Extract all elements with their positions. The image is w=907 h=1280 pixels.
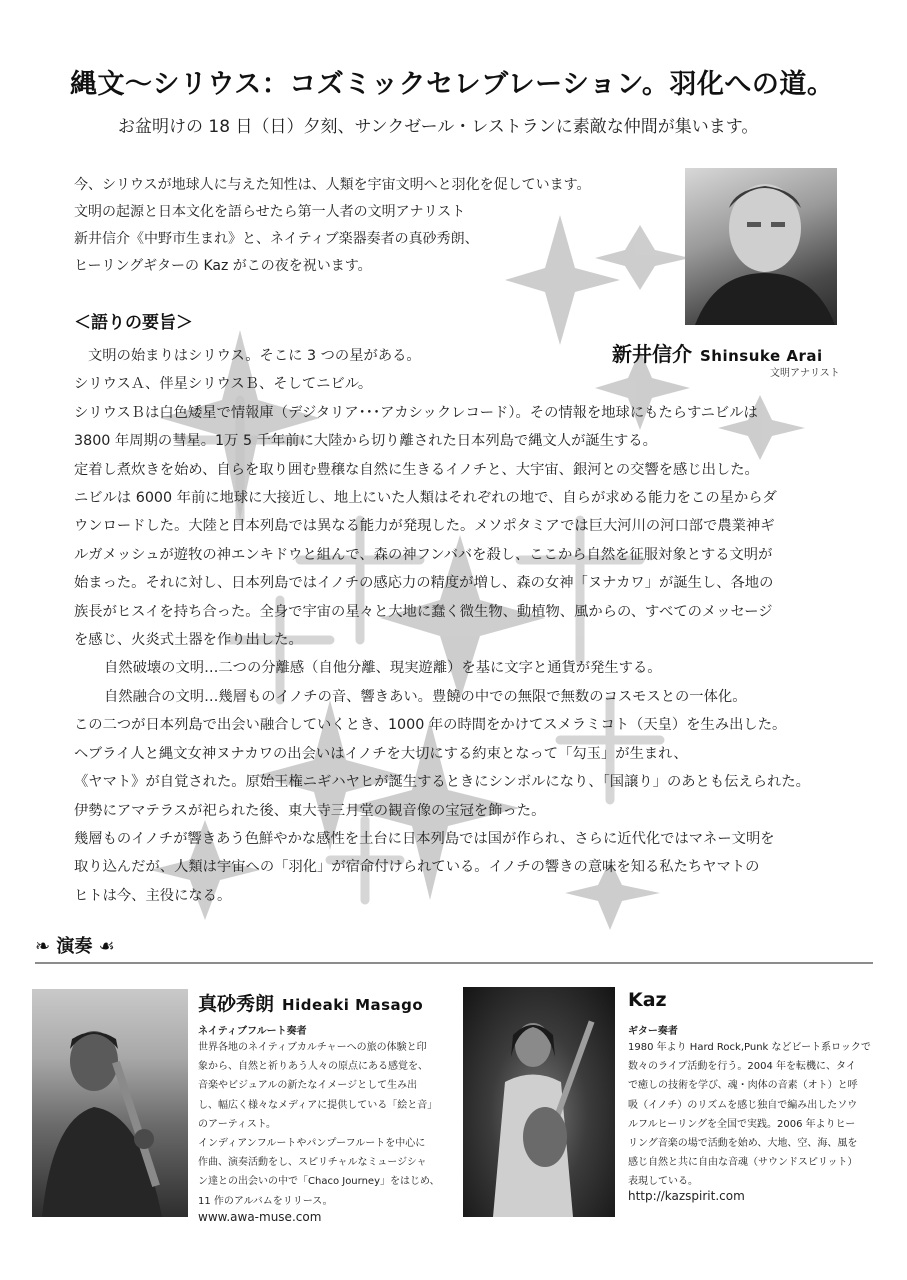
kaz-bio <box>628 1038 878 1192</box>
masago-name-label <box>198 989 423 1016</box>
body-line: ヒトは今、主役になる。 <box>74 887 232 904</box>
masago-bio <box>198 1038 448 1211</box>
body-line: 伊勢にアマテラスが祀られた後、東大寺三月堂の観音像の宝冠を飾った。 <box>74 802 546 819</box>
bio-line: 11 作のアルバムをリリース。 <box>198 1195 333 1207</box>
bio-line: 吸（イノチ）のリズムを感じ独自で編み出したソウ <box>628 1099 858 1111</box>
masago-website-link[interactable]: www.awa-muse.com <box>198 1210 322 1224</box>
kaz-photo <box>463 987 615 1217</box>
arai-portrait-photo <box>685 168 837 325</box>
performance-heading: ❧ 演奏 ☙ <box>35 936 115 957</box>
masago-silhouette <box>32 989 188 1217</box>
body-line: 自然破壊の文明…二つの分離感（自他分離、現実遊離）を基に文字と通貨が発生する。 <box>104 660 662 677</box>
body-line: を感じ、火炎式土器を作り出した。 <box>74 632 303 649</box>
body-line: 文明の始まりはシリウス。そこに 3 つの星がある。 <box>88 348 421 364</box>
intro-line: 文明の起源と日本文化を語らせたら第一人者の文明アナリスト <box>74 204 466 220</box>
body-line: 始まった。それに対し、日本列島ではイノチの感応力の精度が増し、森の女神「ヌナカワ」が誕生し、各地の <box>74 575 774 592</box>
section-heading: ＜語りの要旨＞ <box>74 313 193 333</box>
body-line: 取り込んだが、人類は宇宙への「羽化」が宿命付けられている。イノチの響きの意味を知る私たちヤマトの <box>74 859 760 876</box>
bio-line: リング音楽の場で活動を始め、大地、空、海、風を <box>628 1138 858 1150</box>
masago-photo <box>32 989 188 1217</box>
masago-name-en: Hideaki Masago <box>282 996 424 1014</box>
bio-line: ルフルヒーリングを全国で実践。2006 年よりヒー <box>628 1118 856 1130</box>
bio-line: 感じ自然と共に自由な音魂（サウンドスピリット） <box>628 1157 858 1169</box>
intro-line: ヒーリングギターの Kaz がこの夜を祝います。 <box>74 258 372 274</box>
body-line: 定着し煮炊きを始め、自らを取り囲む豊穣な自然に生きるイノチと、大宇宙、銀河との交響を感じ出した。 <box>74 461 759 478</box>
body-line: 《ヤマト》が自覚された。原始王権ニギハヤヒが誕生するときにシンボルになり、「国譲り」のあとも伝えられた。 <box>74 774 810 791</box>
bio-line: 数々のライブ活動を行う。2004 年を転機に、タイ <box>628 1061 856 1073</box>
body-line: シリウスＢは白色矮星で情報庫（デジタリア･･･アカシックレコード）。その情報を地球にもたらすニビルは <box>74 404 758 421</box>
bio-line: 1980 年より Hard Rock,Punk などビート系ロックで <box>628 1042 871 1053</box>
bio-line: 表現している。 <box>628 1176 698 1188</box>
arai-role: 文明アナリスト <box>770 368 840 379</box>
body-line: シリウスＡ、伴星シリウスＢ、そしてニビル。 <box>74 376 373 393</box>
body-line: 自然融合の文明…幾層ものイノチの音、響きあい。豊饒の中での無限で無数のコスモスとの一体化。 <box>104 688 747 705</box>
bio-line: し、幅広く様々なメディアに提供している「絵と音」 <box>198 1099 438 1111</box>
bio-line: のアーティスト。 <box>198 1118 276 1130</box>
masago-role: ネイティブフルート奏者 <box>198 1026 307 1037</box>
bio-line: インディアンフルートやパンプーフルートを中心に <box>198 1138 426 1150</box>
body-line: ルガメッシュが遊牧の神エンキドウと組んで、森の神フンババを殺し、ここから自然を征服対象とする文明が <box>74 546 773 563</box>
kaz-silhouette <box>463 987 615 1217</box>
page-title: 縄文〜シリウス：コズミックセレブレーション。羽化への道。 <box>70 69 835 100</box>
portrait-silhouette <box>685 168 837 325</box>
bio-line: 音楽やビジュアルの新たなイメージとして生み出 <box>198 1080 418 1092</box>
kaz-name: Kaz <box>628 989 667 1011</box>
body-line: 3800 年周期の彗星。1万 5 千年前に大陸から切り離された日本列島で縄文人が誕生する。 <box>74 433 657 450</box>
talk-summary-body <box>74 342 849 910</box>
intro-paragraph <box>74 172 674 280</box>
body-line: 幾層ものイノチが響きあう色鮮やかな感性を土台に日本列島では国が作られ、さらに近代化ではマネー文明を <box>74 830 775 847</box>
kaz-website-link[interactable]: http://kazspirit.com <box>628 1189 745 1203</box>
bio-line: 世界各地のネイティブカルチャーへの旅の体験と印 <box>198 1042 427 1053</box>
intro-line: 今、シリウスが地球人に与えた知性は、人類を宇宙文明へと羽化を促しています。 <box>74 177 591 193</box>
bio-line: ン達との出会いの中で「Chaco Journey」をはじめ、 <box>198 1176 440 1188</box>
body-line: 族長がヒスイを持ち合った。全身で宇宙の星々と大地に蠢く微生物、動植物、風からの、すべてのメッセージ <box>74 603 773 620</box>
intro-line: 新井信介《中野市生まれ》と、ネイティブ楽器奏者の真砂秀朗、 <box>74 231 479 247</box>
masago-name: 真砂秀朗 <box>198 993 275 1015</box>
arai-name-en: Shinsuke Arai <box>700 347 823 365</box>
body-line: ウンロードした。大陸と日本列島では異なる能力が発現した。メソポタミアでは巨大河川の河口部で農業神ギ <box>74 518 775 535</box>
kaz-role: ギター奏者 <box>628 1026 678 1037</box>
bio-line: 作曲、演奏活動をし、スピリチャルなミュージシャ <box>198 1157 427 1169</box>
body-line: ニビルは 6000 年前に地球に大接近し、地上にいた人類はそれぞれの地で、自らが求める能力をこの星からダ <box>74 490 777 507</box>
event-subtitle: お盆明けの 18 日（日）夕刻、サンクゼール・レストランに素敵な仲間が集います。 <box>118 117 759 137</box>
section-divider <box>35 962 873 964</box>
bio-line: で癒しの技術を学び、魂・肉体の音素（オト）と呼 <box>628 1080 858 1092</box>
arai-name: 新井信介 <box>612 342 692 366</box>
bio-line: 象から、自然と祈りあう人々の原点にある感覚を、 <box>198 1061 428 1073</box>
body-line: この二つが日本列島で出会い融合していくとき、1000 年の時間をかけてスメラミコト（天皇）を生み出した。 <box>74 717 787 734</box>
body-line: ヘブライ人と縄文女神ヌナカワの出会いはイノチを大切にする約束となって「勾玉」が生まれ、 <box>74 745 688 762</box>
